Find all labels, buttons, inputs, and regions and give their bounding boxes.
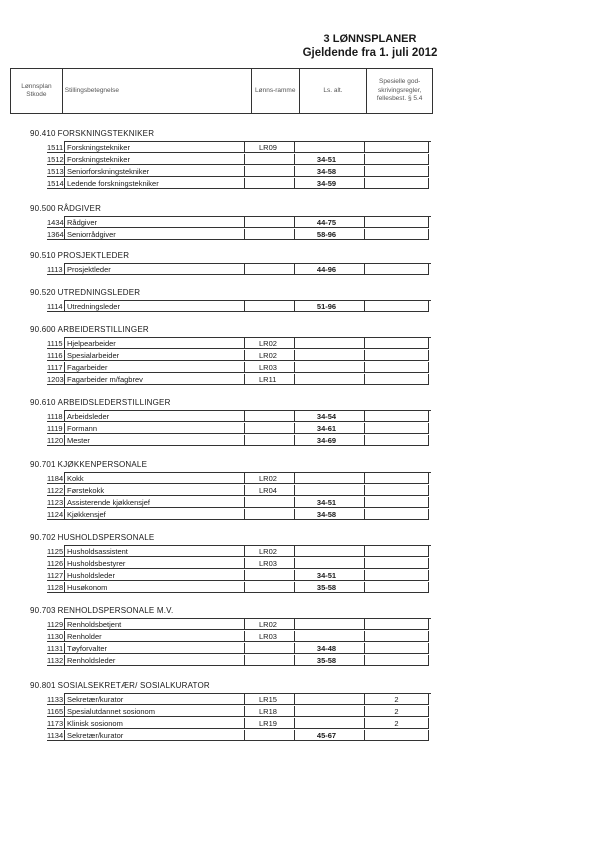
stkode-cell: 1128 (47, 583, 64, 592)
title-cell: Spesialarbeider (64, 350, 244, 361)
section-heading (30, 398, 171, 407)
table-row (47, 423, 429, 434)
section-name: PROSJEKTLEDER (57, 251, 130, 260)
section-name: UTREDNINGSLEDER (57, 288, 141, 297)
table-row (47, 546, 429, 557)
stkode-cell: 1116 (47, 351, 63, 360)
ls-alt-cell: 34-58 (294, 166, 364, 177)
section-code: 90.703 (30, 606, 56, 615)
title-cell: Utredningsleder (64, 301, 244, 312)
special-rule-cell (364, 546, 429, 557)
lonnsramme-cell (244, 178, 294, 189)
lonnsramme-cell (244, 301, 294, 312)
header-lonnsramme: Lønns-ramme (252, 69, 300, 113)
special-rule-cell (364, 178, 429, 189)
ls-alt-cell: 35-58 (294, 655, 364, 666)
stkode-cell: 1127 (47, 571, 64, 580)
special-rule-cell (364, 570, 429, 581)
stkode-cell: 1120 (47, 436, 64, 445)
special-rule-cell (364, 264, 429, 275)
title-cell: Seniorforskningstekniker (64, 166, 244, 177)
table-row (47, 338, 429, 349)
title-cell: Arbeidsleder (64, 411, 244, 422)
ls-alt-cell (294, 706, 364, 717)
ls-alt-cell: 51-96 (294, 301, 364, 312)
stkode-cell: 1119 (47, 424, 63, 433)
stkode-cell: 1130 (47, 632, 64, 641)
title-cell: Sekretær/kurator (64, 730, 244, 741)
section-name: ARBEIDERSTILLINGER (57, 325, 149, 334)
ls-alt-cell (294, 558, 364, 569)
stkode-cell: 1125 (47, 547, 64, 556)
stkode-cell: 1115 (47, 339, 63, 348)
stkode-cell: 1114 (47, 302, 63, 311)
section-code: 90.610 (30, 398, 56, 407)
title-cell: Husøkonom (64, 582, 244, 593)
table-row (47, 154, 429, 165)
lonnsramme-cell: LR02 (244, 473, 294, 484)
stkode-cell: 1165 (47, 707, 64, 716)
table-row (47, 301, 429, 312)
header-stillingsbetegnelse: Stillingsbetegnelse (63, 69, 252, 113)
title-cell: Formann (64, 423, 244, 434)
ls-alt-cell: 34-54 (294, 411, 364, 422)
title-cell: Spesialutdannet sosionom (64, 706, 244, 717)
stkode-cell: 1513 (47, 167, 64, 176)
table-row (47, 435, 429, 446)
section-heading (30, 129, 154, 138)
title-cell: Fagarbeider m/fagbrev (64, 374, 244, 385)
special-rule-cell (364, 166, 429, 177)
ls-alt-cell: 34-51 (294, 570, 364, 581)
table-row (47, 631, 429, 642)
stkode-cell: 1511 (47, 143, 64, 152)
table-row (47, 582, 429, 593)
title-cell: Seniorrådgiver (64, 229, 244, 240)
stkode-cell: 1184 (47, 474, 64, 483)
table-row (47, 619, 429, 630)
special-rule-cell (364, 643, 429, 654)
table-row (47, 473, 429, 484)
section-name: SOSIALSEKRETÆR/ SOSIALKURATOR (57, 681, 210, 690)
ls-alt-cell (294, 362, 364, 373)
table-row (47, 362, 429, 373)
section-name: ARBEIDSLEDERSTILLINGER (57, 398, 171, 407)
title-cell: Kokk (64, 473, 244, 484)
ls-alt-cell: 45-67 (294, 730, 364, 741)
special-rule-cell (364, 423, 429, 434)
section-name: HUSHOLDSPERSONALE (57, 533, 155, 542)
title-cell: Klinisk sosionom (64, 718, 244, 729)
special-rule-cell (364, 217, 429, 228)
lonnsramme-cell: LR02 (244, 350, 294, 361)
lonnsramme-cell (244, 570, 294, 581)
header-lonnsplan: Lønnsplan Stkode (11, 69, 63, 113)
section-code: 90.410 (30, 129, 56, 138)
lonnsramme-cell: LR11 (244, 374, 294, 385)
ls-alt-cell (294, 374, 364, 385)
table-row (47, 411, 429, 422)
table-row (47, 217, 429, 228)
title-cell: Sekretær/kurator (64, 694, 244, 705)
lonnsramme-cell (244, 643, 294, 654)
lonnsramme-cell (244, 497, 294, 508)
ls-alt-cell (294, 619, 364, 630)
special-rule-cell (364, 338, 429, 349)
title-cell: Renholder (64, 631, 244, 642)
section-heading (30, 288, 140, 297)
stkode-cell: 1117 (47, 363, 63, 372)
section-heading (30, 204, 101, 213)
section-name: KJØKKENPERSONALE (57, 460, 148, 469)
lonnsramme-cell: LR04 (244, 485, 294, 496)
lonnsramme-cell: LR02 (244, 546, 294, 557)
stkode-cell: 1364 (47, 230, 64, 239)
lonnsramme-cell (244, 411, 294, 422)
ls-alt-cell: 35-58 (294, 582, 364, 593)
title-cell: Fagarbeider (64, 362, 244, 373)
section-code: 90.801 (30, 681, 56, 690)
lonnsramme-cell: LR09 (244, 142, 294, 153)
table-row (47, 730, 429, 741)
table-row (47, 558, 429, 569)
special-rule-cell (364, 619, 429, 630)
stkode-cell: 1129 (47, 620, 64, 629)
lonnsramme-cell: LR03 (244, 558, 294, 569)
table-row (47, 497, 429, 508)
title-cell: Rådgiver (64, 217, 244, 228)
title-cell: Mester (64, 435, 244, 446)
title-cell: Husholdsleder (64, 570, 244, 581)
stkode-cell: 1122 (47, 486, 64, 495)
stkode-cell: 1131 (47, 644, 64, 653)
table-row (47, 166, 429, 177)
title-cell: Renholdsleder (64, 655, 244, 666)
title-cell: Renholdsbetjent (64, 619, 244, 630)
section-heading (30, 681, 210, 690)
table-row (47, 655, 429, 666)
title-cell: Hjelpearbeider (64, 338, 244, 349)
section-heading (30, 606, 173, 615)
stkode-cell: 1134 (47, 731, 64, 740)
title-cell: Forskningstekniker (64, 154, 244, 165)
table-row (47, 485, 429, 496)
table-row (47, 718, 429, 729)
stkode-cell: 1113 (47, 265, 63, 274)
ls-alt-cell (294, 631, 364, 642)
lonnsramme-cell (244, 154, 294, 165)
stkode-cell: 1203 (47, 375, 64, 384)
lonnsramme-cell (244, 264, 294, 275)
ls-alt-cell: 34-48 (294, 643, 364, 654)
special-rule-cell (364, 509, 429, 520)
section-heading (30, 533, 154, 542)
title-cell: Prosjektleder (64, 264, 244, 275)
lonnsramme-cell (244, 655, 294, 666)
ls-alt-cell (294, 350, 364, 361)
page-subtitle: Gjeldende fra 1. juli 2012 (302, 47, 438, 59)
ls-alt-cell (294, 473, 364, 484)
ls-alt-cell: 34-51 (294, 154, 364, 165)
special-rule-cell: 2 (364, 694, 429, 705)
table-row (47, 509, 429, 520)
special-rule-cell (364, 301, 429, 312)
ls-alt-cell: 34-61 (294, 423, 364, 434)
table-row (47, 706, 429, 717)
lonnsramme-cell: LR15 (244, 694, 294, 705)
lonnsramme-cell (244, 166, 294, 177)
section-code: 90.701 (30, 460, 56, 469)
table-header (10, 68, 433, 114)
special-rule-cell (364, 473, 429, 484)
lonnsramme-cell: LR18 (244, 706, 294, 717)
lonnsramme-cell: LR02 (244, 338, 294, 349)
header-spesielle-regler: Spesielle god-skrivingsregler, fellesbest. § 5.4 (376, 78, 423, 103)
special-rule-cell (364, 362, 429, 373)
stkode-cell: 1173 (47, 719, 64, 728)
section-heading (30, 251, 129, 260)
ls-alt-cell: 34-51 (294, 497, 364, 508)
section-name: FORSKNINGSTEKNIKER (57, 129, 155, 138)
table-row (47, 350, 429, 361)
table-row (47, 643, 429, 654)
ls-alt-cell (294, 718, 364, 729)
lonnsramme-cell (244, 730, 294, 741)
special-rule-cell: 2 (364, 718, 429, 729)
special-rule-cell (364, 485, 429, 496)
special-rule-cell (364, 435, 429, 446)
title-cell: Forskningstekniker (64, 142, 244, 153)
lonnsramme-cell (244, 435, 294, 446)
stkode-cell: 1512 (47, 155, 64, 164)
page-title: 3 LØNNSPLANER (323, 33, 417, 45)
header-ls-alt: Ls. alt. (300, 69, 368, 113)
ls-alt-cell (294, 338, 364, 349)
section-code: 90.500 (30, 204, 56, 213)
special-rule-cell: 2 (364, 706, 429, 717)
stkode-cell: 1132 (47, 656, 64, 665)
table-row (47, 694, 429, 705)
section-code: 90.520 (30, 288, 56, 297)
lonnsramme-cell (244, 509, 294, 520)
table-row (47, 178, 429, 189)
section-code: 90.600 (30, 325, 56, 334)
stkode-cell: 1514 (47, 179, 64, 188)
section-heading (30, 460, 147, 469)
section-code: 90.702 (30, 533, 56, 542)
lonnsramme-cell (244, 229, 294, 240)
ls-alt-cell (294, 142, 364, 153)
title-cell: Assisterende kjøkkensjef (64, 497, 244, 508)
stkode-cell: 1126 (47, 559, 64, 568)
special-rule-cell (364, 558, 429, 569)
ls-alt-cell (294, 485, 364, 496)
section-name: RENHOLDSPERSONALE M.V. (57, 606, 174, 615)
ls-alt-cell: 44-75 (294, 217, 364, 228)
special-rule-cell (364, 730, 429, 741)
special-rule-cell (364, 229, 429, 240)
section-code: 90.510 (30, 251, 56, 260)
lonnsramme-cell (244, 582, 294, 593)
special-rule-cell (364, 350, 429, 361)
special-rule-cell (364, 655, 429, 666)
special-rule-cell (364, 374, 429, 385)
ls-alt-cell: 34-69 (294, 435, 364, 446)
lonnsramme-cell: LR03 (244, 631, 294, 642)
title-cell: Førstekokk (64, 485, 244, 496)
table-row (47, 142, 429, 153)
ls-alt-cell (294, 694, 364, 705)
stkode-cell: 1123 (47, 498, 64, 507)
section-heading (30, 325, 149, 334)
special-rule-cell (364, 631, 429, 642)
lonnsramme-cell: LR19 (244, 718, 294, 729)
table-row (47, 570, 429, 581)
title-cell: Kjøkkensjef (64, 509, 244, 520)
table-row (47, 229, 429, 240)
ls-alt-cell: 34-59 (294, 178, 364, 189)
lonnsramme-cell: LR03 (244, 362, 294, 373)
title-cell: Tøyforvalter (64, 643, 244, 654)
special-rule-cell (364, 142, 429, 153)
special-rule-cell (364, 582, 429, 593)
lonnsramme-cell: LR02 (244, 619, 294, 630)
section-name: RÅDGIVER (57, 204, 102, 213)
ls-alt-cell (294, 546, 364, 557)
table-row (47, 264, 429, 275)
table-row (47, 374, 429, 385)
title-cell: Husholdsassistent (64, 546, 244, 557)
special-rule-cell (364, 411, 429, 422)
special-rule-cell (364, 154, 429, 165)
title-cell: Ledende forskningstekniker (64, 178, 244, 189)
ls-alt-cell: 34-58 (294, 509, 364, 520)
stkode-cell: 1434 (47, 218, 64, 227)
stkode-cell: 1124 (47, 510, 64, 519)
lonnsramme-cell (244, 423, 294, 434)
special-rule-cell (364, 497, 429, 508)
lonnsramme-cell (244, 217, 294, 228)
stkode-cell: 1118 (47, 412, 63, 421)
ls-alt-cell: 58-96 (294, 229, 364, 240)
ls-alt-cell: 44-96 (294, 264, 364, 275)
title-cell: Husholdsbestyrer (64, 558, 244, 569)
stkode-cell: 1133 (47, 695, 64, 704)
